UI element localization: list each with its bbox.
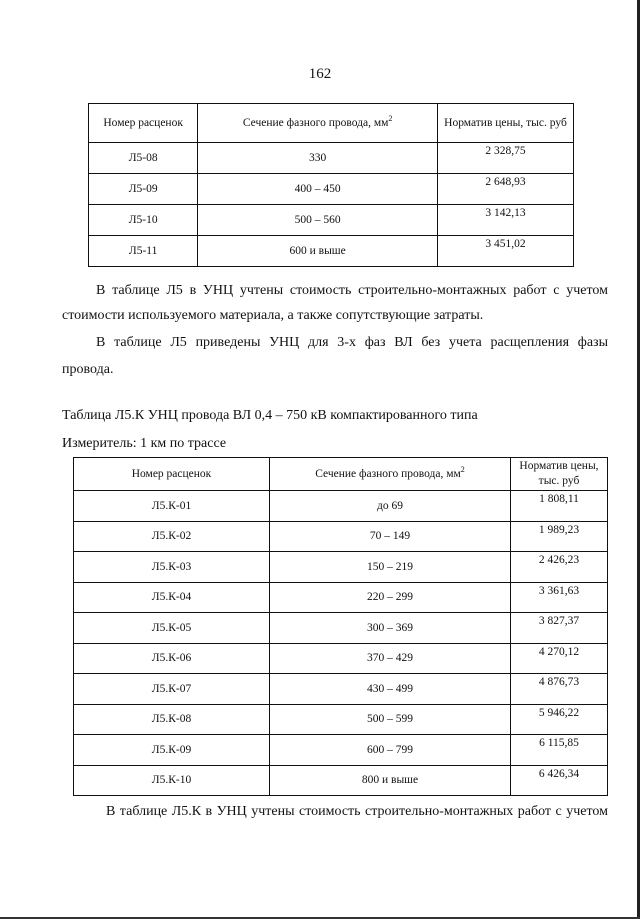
cell-price: 2 426,23	[511, 552, 608, 583]
price-table-l5k	[73, 457, 608, 796]
price-table-l5	[88, 103, 574, 267]
table-row	[74, 521, 608, 552]
cell-rate-number: Л5.К-02	[74, 521, 270, 552]
header-wire-section: Сечение фазного провода, $мм^2$	[270, 458, 511, 491]
table-header-row	[74, 458, 608, 491]
paragraph-1-line-1: В таблице Л5 в УНЦ учтены стоимость строительно-монтажных работ с учетом	[96, 283, 608, 298]
cell-wire-section: 220 – 299	[270, 582, 511, 613]
cell-wire-section: 600 и выше	[198, 236, 438, 267]
table-row	[74, 613, 608, 644]
cell-wire-section: 330	[198, 143, 438, 174]
cell-price: 4 270,12	[511, 643, 608, 674]
table-row	[89, 205, 574, 236]
cell-rate-number: Л5-09	[89, 174, 198, 205]
paragraph-1-line-2: стоимости используемого материала, а также сопутствующие затраты.	[62, 308, 484, 323]
cell-price: 5 946,22	[511, 704, 608, 735]
page-number: 162	[308, 66, 332, 82]
cell-price: 6 426,34	[511, 765, 608, 796]
cell-rate-number: Л5.К-07	[74, 674, 270, 705]
table-row	[74, 491, 608, 522]
cell-rate-number: Л5-11	[89, 236, 198, 267]
table-2-meter: Измеритель: 1 км по трассе	[62, 436, 227, 451]
table-row	[74, 704, 608, 735]
table-row	[74, 765, 608, 796]
cell-rate-number: Л5.К-05	[74, 613, 270, 644]
cell-rate-number: Л5-10	[89, 205, 198, 236]
cell-rate-number: Л5.К-09	[74, 735, 270, 766]
cell-wire-section: 400 – 450	[198, 174, 438, 205]
cell-rate-number: Л5.К-08	[74, 704, 270, 735]
table-row	[74, 582, 608, 613]
cell-price: 1 989,23	[511, 521, 608, 552]
cell-price: 2 328,75	[437, 143, 573, 174]
cell-price: 3 142,13	[437, 205, 573, 236]
table-row	[89, 174, 574, 205]
cell-price: 1 808,11	[511, 491, 608, 522]
cell-rate-number: Л5.К-03	[74, 552, 270, 583]
cell-wire-section: 70 – 149	[270, 521, 511, 552]
cell-price: 3 361,63	[511, 582, 608, 613]
cell-rate-number: Л5-08	[89, 143, 198, 174]
table-row	[74, 674, 608, 705]
header-rate-number: Номер расценок	[89, 104, 198, 143]
cell-price: 6 115,85	[511, 735, 608, 766]
cell-wire-section: 370 – 429	[270, 643, 511, 674]
paragraph-2-line-1: В таблице Л5 приведены УНЦ для 3-х фаз ВЛ без учета расщепления фазы	[96, 335, 608, 350]
header-wire-section: Сечение фазного провода, $мм^2$	[198, 104, 438, 143]
cell-price: 3 827,37	[511, 613, 608, 644]
cell-wire-section: 800 и выше	[270, 765, 511, 796]
table-row	[74, 735, 608, 766]
cell-rate-number: Л5.К-10	[74, 765, 270, 796]
cell-rate-number: Л5.К-04	[74, 582, 270, 613]
header-price-norm: Норматив цены, тыс. руб	[437, 104, 573, 143]
cell-price: 3 451,02	[437, 236, 573, 267]
cell-wire-section: до 69	[270, 491, 511, 522]
cell-wire-section: 500 – 599	[270, 704, 511, 735]
cell-wire-section: 500 – 560	[198, 205, 438, 236]
cell-wire-section: 430 – 499	[270, 674, 511, 705]
cell-price: 2 648,93	[437, 174, 573, 205]
bottom-paragraph-line: В таблице Л5.К в УНЦ учтены стоимость строительно-монтажных работ с учетом	[106, 804, 608, 819]
cell-price: 4 876,73	[511, 674, 608, 705]
cell-wire-section: 150 – 219	[270, 552, 511, 583]
header-rate-number: Номер расценок	[74, 458, 270, 491]
table-row	[74, 643, 608, 674]
table-2-caption: Таблица Л5.К УНЦ провода ВЛ 0,4 – 750 кВ компактированного типа	[62, 408, 478, 423]
header-price-norm: Норматив цены, тыс. руб	[511, 458, 608, 491]
cell-wire-section: 600 – 799	[270, 735, 511, 766]
table-header-row	[89, 104, 574, 143]
paragraph-2-line-2: провода.	[62, 362, 114, 377]
cell-rate-number: Л5.К-06	[74, 643, 270, 674]
cell-rate-number: Л5.К-01	[74, 491, 270, 522]
table-row	[74, 552, 608, 583]
table-row	[89, 143, 574, 174]
cell-wire-section: 300 – 369	[270, 613, 511, 644]
table-row	[89, 236, 574, 267]
